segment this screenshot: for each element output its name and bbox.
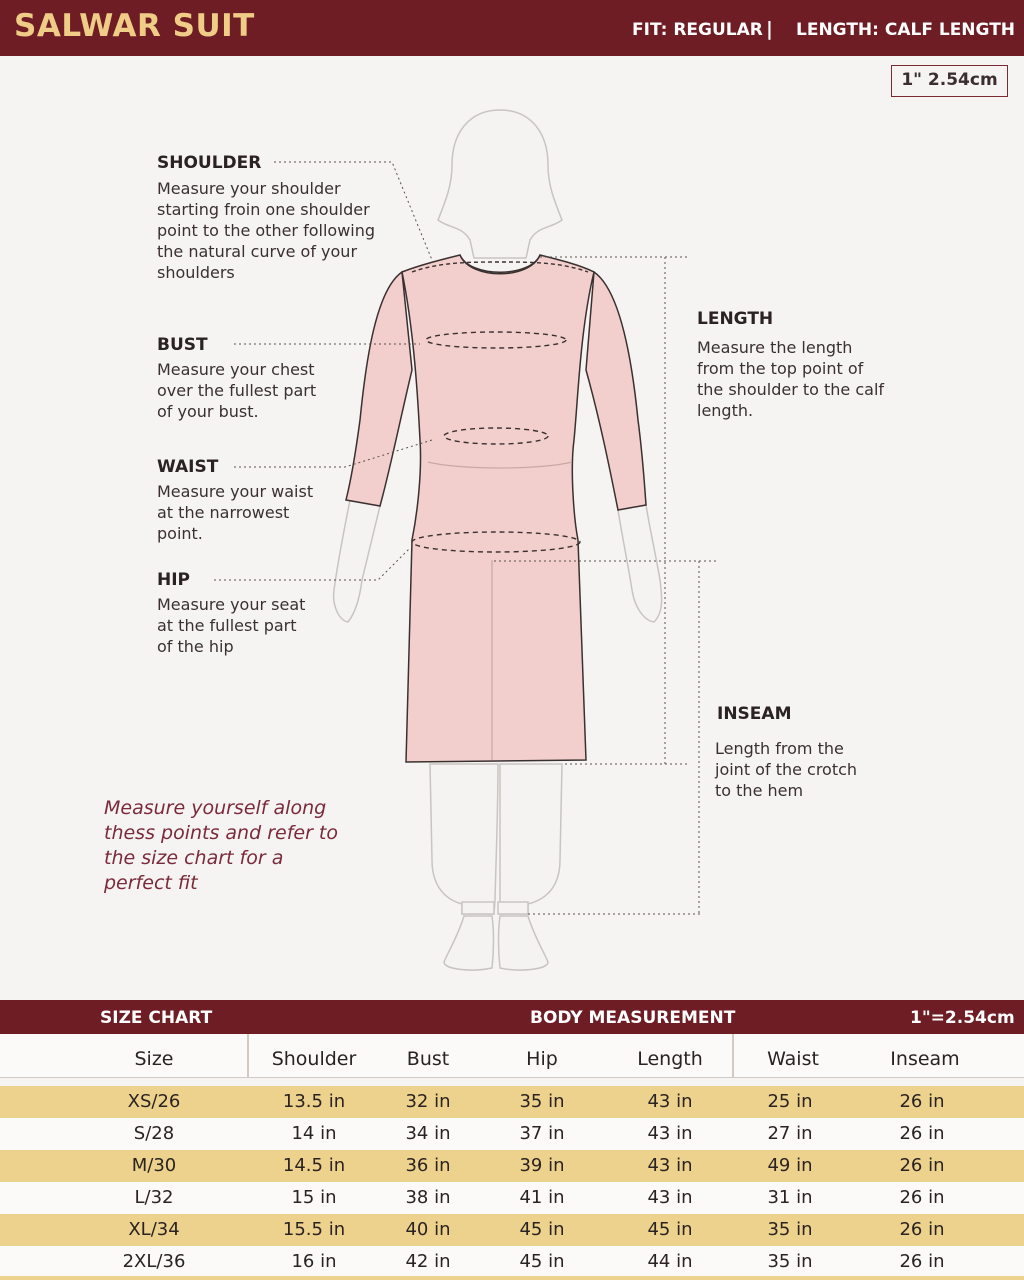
right-sleeve [586, 272, 646, 510]
waist-line: point. [157, 524, 203, 543]
length-line: Measure the length [697, 338, 853, 357]
bust-line: of your bust. [157, 402, 259, 421]
cell-waist: 35 in [767, 1251, 813, 1272]
fit-label: FIT: REGULAR [632, 20, 763, 40]
size-chart-title: SIZE CHART [100, 1008, 213, 1028]
cell-inseam: 26 in [899, 1123, 945, 1144]
head-shape [438, 110, 562, 258]
left-pant-cuff [462, 902, 494, 914]
table-row [0, 1150, 1024, 1182]
cell-waist: 27 in [767, 1123, 813, 1144]
length-line: from the top point of [697, 359, 864, 378]
cell-waist: 35 in [767, 1219, 813, 1240]
cell-size: XL/34 [128, 1219, 180, 1240]
right-forearm [618, 505, 662, 622]
right-foot [499, 916, 549, 970]
hip-heading: HIP [157, 570, 191, 590]
cell-bust: 40 in [405, 1219, 451, 1240]
length-line: length. [697, 401, 754, 420]
shoulder-line: shoulders [157, 263, 235, 282]
left-foot [444, 916, 494, 970]
cell-bust: 38 in [405, 1187, 451, 1208]
cell-shoulder: 14 in [291, 1123, 337, 1144]
inseam-line: joint of the crotch [715, 760, 858, 779]
cell-hip: 35 in [519, 1091, 565, 1112]
waist-line: Measure your waist [157, 482, 314, 501]
cell-inseam: 26 in [899, 1155, 945, 1176]
right-pant-cuff [498, 902, 528, 914]
cell-bust: 34 in [405, 1123, 451, 1144]
length-heading: LENGTH [697, 309, 774, 329]
col-header-inseam: Inseam [890, 1048, 960, 1070]
cell-waist: 25 in [767, 1091, 813, 1112]
table-row [0, 1214, 1024, 1246]
cell-bust: 36 in [405, 1155, 451, 1176]
table-row [0, 1118, 1024, 1150]
cell-size: 2XL/36 [122, 1251, 186, 1272]
cell-waist: 31 in [767, 1187, 813, 1208]
cell-inseam: 26 in [899, 1091, 945, 1112]
cell-hip: 37 in [519, 1123, 565, 1144]
left-pant-leg [430, 764, 498, 914]
table-row [0, 1182, 1024, 1214]
cell-bust: 42 in [405, 1251, 451, 1272]
bust-heading: BUST [157, 335, 208, 355]
cell-hip: 41 in [519, 1187, 565, 1208]
cell-bust: 32 in [405, 1091, 451, 1112]
cell-length: 44 in [647, 1251, 693, 1272]
cell-shoulder: 13.5 in [282, 1091, 346, 1112]
dress-body [402, 255, 594, 762]
hip-leader [214, 548, 410, 580]
page-title: SALWAR SUIT [14, 8, 255, 44]
inseam-line: Length from the [715, 739, 844, 758]
cell-size: M/30 [131, 1155, 177, 1176]
length-line: the shoulder to the calf [697, 380, 885, 399]
waist-leader [234, 440, 432, 467]
cell-inseam: 26 in [899, 1219, 945, 1240]
bust-line: Measure your chest [157, 360, 315, 379]
waist-heading: WAIST [157, 457, 219, 477]
cell-shoulder: 16 in [291, 1251, 337, 1272]
cell-hip: 45 in [519, 1219, 565, 1240]
cell-length: 45 in [647, 1219, 693, 1240]
col-header-shoulder: Shoulder [271, 1048, 357, 1070]
cell-size: S/28 [133, 1123, 175, 1144]
cell-length: 43 in [647, 1123, 693, 1144]
cell-size: L/32 [134, 1187, 174, 1208]
inseam-line: to the hem [715, 781, 804, 800]
header-separator: | [766, 18, 773, 40]
shoulder-line: the natural curve of your [157, 242, 358, 261]
table-row [0, 1086, 1024, 1118]
col-header-length: Length [637, 1048, 703, 1070]
bust-line: over the fullest part [157, 381, 317, 400]
length-label: LENGTH: CALF LENGTH [796, 20, 1016, 40]
hip-line: Measure your seat [157, 595, 306, 614]
shoulder-line: starting froin one shoulder [157, 200, 370, 219]
left-sleeve [346, 272, 412, 506]
inseam-heading: INSEAM [717, 704, 792, 724]
cell-inseam: 26 in [899, 1187, 945, 1208]
hip-line: of the hip [157, 637, 234, 656]
cell-length: 43 in [647, 1091, 693, 1112]
col-header-waist: Waist [767, 1048, 819, 1070]
measure-hint-text: Measure yourself along thess points and refer to the size chart for a perfect fit [104, 797, 339, 894]
shoulder-line: Measure your shoulder [157, 179, 341, 198]
cell-inseam: 26 in [899, 1251, 945, 1272]
cell-shoulder: 15 in [291, 1187, 337, 1208]
cell-shoulder: 14.5 in [282, 1155, 346, 1176]
cell-shoulder: 15.5 in [282, 1219, 346, 1240]
col-header-bust: Bust [406, 1048, 450, 1070]
kurta-dress [346, 255, 646, 762]
shoulder-heading: SHOULDER [157, 153, 262, 173]
col-header-hip: Hip [526, 1048, 558, 1070]
shoulder-line: point to the other following [157, 221, 376, 240]
cell-length: 43 in [647, 1187, 693, 1208]
col-header-size: Size [134, 1048, 174, 1070]
right-pant-leg [500, 764, 562, 914]
left-forearm [334, 500, 380, 622]
cell-hip: 45 in [519, 1251, 565, 1272]
body-measurement-title: BODY MEASUREMENT [530, 1008, 736, 1028]
size-chart-unit: 1"=2.54cm [910, 1008, 1015, 1028]
cell-waist: 49 in [767, 1155, 813, 1176]
cell-length: 43 in [647, 1155, 693, 1176]
waist-line: at the narrowest [157, 503, 290, 522]
cell-size: XS/26 [127, 1091, 181, 1112]
table-bottom-strip [0, 1276, 1024, 1280]
column-divider [247, 1034, 249, 1078]
hip-line: at the fullest part [157, 616, 297, 635]
unit-conversion-badge: 1" 2.54cm [891, 65, 1008, 97]
cell-hip: 39 in [519, 1155, 565, 1176]
table-row [0, 1246, 1024, 1276]
